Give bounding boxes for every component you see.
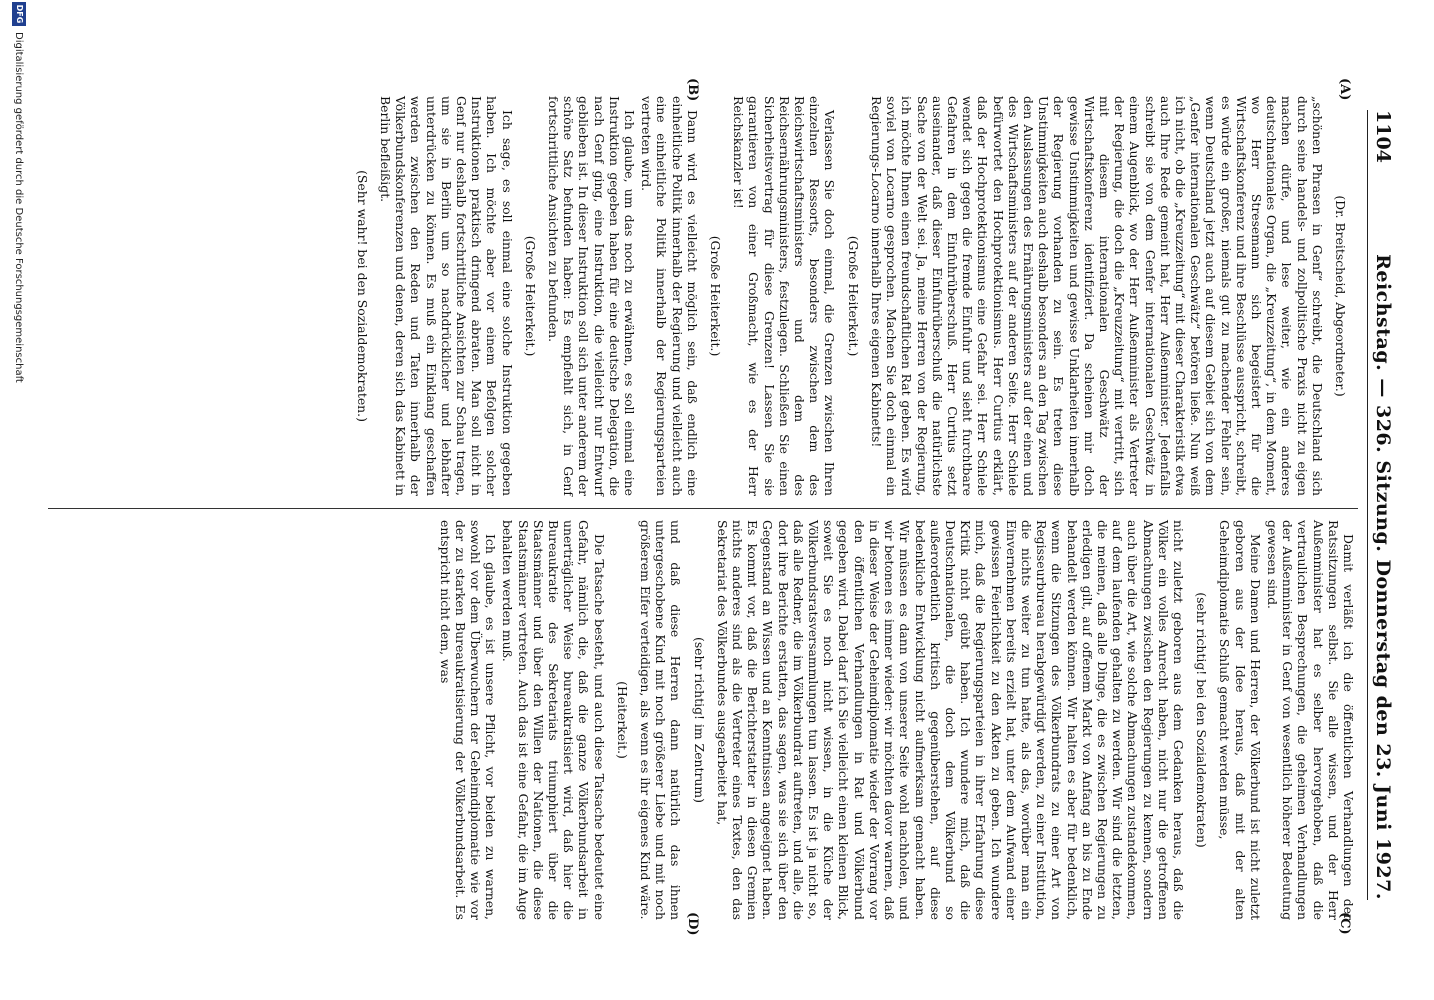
paragraph: Ich sage, es soll einmal eine solche Instruktion gegeben haben. Ich möchte aber vor einem Befolgen solcher Instruktionen praktisch dringend abraten. Man soll nicht in Genf nur deshalb fortschrittliche Ansichten zur Schau tragen, um sie in Berlin um so nachdrücklicher und lebhafter unterdrücken zu können. Es muß ein Einklang geschaffen werden zwischen den Reden und Taten innerhalb der Völkerbundskonferenzen und denen, deren sich das Kabinett in Berlin befleißigt.: [378, 96, 515, 496]
paragraph: nicht zuletzt geboren aus dem Gedanken heraus, daß die Völker ein volles Anrecht haben, nicht nur die getroffenen Abmachungen zwischen den Regierungen zu kennen, sondern auch über die Art, wie solche Abmachungen zustandekommen, auf dem laufenden gehalten zu werden. Wir sind die letzten, die meinen, daß alle Dinge, die es zwischen Regierungen zu erledigen gilt, auf offenem Markt von Anfang an bis zu Ende behandelt werden können. Wir halten es aber für bedenklich, wenn die Sitzungen des Völkerbundrats zu einer Art von Regisseurbureau herabgewürdigt werden, zu einer Institution, die nichts weiter zu tun hatte, als das, worüber man ein Einvernehmen bereits erzielt hat, unter dem Aufwand einer gewissen Feierlichkeit zu den Akten zu geben. Ich wundere mich, daß die Regierungsparteien in ihrer Erfahrung diese Kritik nicht geübt haben. Ich wundere mich, daß die Deutschnationalen, die doch dem Völkerbund so außerordentlich kritisch gegenüberstehen, auf diese bedenkliche Entwicklung nicht aufmerksam gemacht haben. Wir müssen es dann von unserer Seite wohl nachholen, und wir betonen es immer wieder: wir möchten davor warnen, daß in dieser Weise der Geheimdiplomatie wieder der Vorrang vor den öffentlichen Verhandlungen in Rat und Völkerbund gegeben wird. Dabei darf ich Sie vielleicht einen kleinen Blick, soweit Sie es noch nicht wissen, in die Küche der Völkerbundsratsversammlungen tun lassen. Es ist ja nicht so, daß alle Redner, die im Völkerbundrat auftreten, und alle, die dort ihre Berichte erstatten, das sagen, was sie sich über den Gegenstand an Wissen und an Kenntnissen angeeignet haben. Es kommt vor, daß die Berichterstatter in diesen Gremien nichts anderes sind als die Vertreter eines Textes, den das Sekretariat des Völkerbundes ausgearbeitet hat,: [714, 520, 1186, 920]
margin-marker-c: (C): [1337, 912, 1352, 935]
interjection: (Heiterkeit.): [614, 681, 630, 759]
interjection: (sehr richtig! bei den Sozialdemokraten): [1194, 592, 1210, 848]
paragraph: und daß diese Herren dann natürlich das ihnen untergeschobene Kind mit noch größerer Liebe und mit noch größerem Eifer verteidigen, als wenn es ihr eigenes Kind wäre.: [638, 520, 684, 920]
paragraph: Meine Damen und Herren, der Völkerbund ist nicht zuletzt geboren aus der Idee heraus, daß mit der alten Geheimdiplomatie Schluß gemacht werden müsse,: [1217, 520, 1263, 920]
paragraph: Die Tatsache besteht, und auch diese Tatsache bedeutet eine Gefahr, nämlich die, daß die ganze Völkerbundsarbeit in unerträglicher Weise bureaukratisiert wird, daß hier die Bureaukratie des Sekretariats triumphiert über die Staatsmänner und über den Willen der Nationen, die diese Staatsmänner vertreten. Auch das ist eine Gefahr, die im Auge behalten werden muß.: [500, 520, 607, 920]
interjection: (Große Heiterkeit.): [845, 235, 861, 357]
paragraph: Verlassen Sie doch einmal, die Grenzen zwischen Ihren einzelnen Ressorts, besonders zwischen dem des Reichswirtschaftsministers und dem des Reichsernährungsministers, festzulegen. Schließen Sie einen Sicherheitsvertrag für diese Grenzen! Lassen Sie sie garantieren von einer Großmacht, wie es der Herr Reichskanzler ist!: [731, 96, 838, 496]
page-number: 1104: [1372, 110, 1394, 163]
dfg-logo: DFG: [12, 2, 26, 26]
interjection: (Große Heiterkeit.): [522, 235, 538, 357]
paragraph: Ich glaube, um das noch zu erwähnen, es soll einmal eine Instruktion gegeben haben für eine deutsche Delegation, die nach Genf ging, eine Instruktion, die vielleicht nur Entwurf geblieben ist. In dieser Instruktion soll sich unter anderem der schöne Satz befunden haben: Es empfiehlt sich, in Genf fortschrittliche Ansichten zu befunden.: [546, 96, 638, 496]
interjection: (Sehr wahr! bei den Sozialdemokraten.): [354, 170, 370, 422]
paragraph: Damit verläßt ich die öffentlichen Verhandlungen der Ratssitzungen selbst. Sie alle wissen, und der Herr Außenminister hat es selber hervorgehoben, daß die vertraulichen Besprechungen, die geheimen Verhandlungen der Außenminister in Genf von wesentlich höherer Bedeutung gewesen sind.: [1264, 520, 1356, 920]
paragraph: „schönen Phrasen in Genf“ schreibt, die Deutschland sich durch seine handels- und zollpolitische Praxis nicht zu eigen machen dürfe, und lese weiter, wie ein anderes deutschnationales Organ, die „Kreuzzeitung“, in dem Moment, wo Herr Stresemann sich begeistert für die Wirtschaftskonferenz und ihre Beschlüsse ausspricht, schreibt, es würde ein großer, niemals gut zu machender Fehler sein, wenn Deutschland jetzt auch auf diesem Gebiet sich von dem „Genfer internationalen Geschwätz“ betören ließe. Nun weiß ich nicht, ob die „Kreuzzeitung“ mit dieser Charakteristik etwa auch Ihre Rede gemeint hat, Herr Außenminister. Jedenfalls schreibt sie von dem Genfer internationalen Geschwätz in einem Augenblick, wo der Herr Außenminister als Vertreter der Regierung, die doch die „Kreuzzeitung“ mit vertritt, sich mit diesem internationalen Geschwätz der Wirtschaftskonferenz identifiziert. Da scheinen mir doch gewisse Unstimmigkeiten und gewisse Unklarheiten innerhalb der Regierung vorhanden zu sein. Es treten diese Unstimmigkeiten auch deshalb besonders an den Tag zwischen den Auslassungen des Ernährungsministers auf der einen und des Wirtschaftsministers auf der anderen Seite. Herr Schiele befürwortet den Hochprotektionismus. Herr Curtius erklärt, daß der Hochprotektionismus eine Gefahr sei. Herr Schiele wendet sich gegen die fremde Einfuhr und sieht furchtbare Gefahren in dem Einfuhrüberschuß. Herr Curtius setzt auseinander, daß dieser Einfuhrüberschuß die natürlichste Sache von der Welt sei. Ja, meine Herren von der Regierung, ich möchte Ihnen einen freundschaftlichen Rat geben. Es wird soviel von Locarno gesprochen. Machen Sie doch einmal ein Regierungs-Locarno innerhalb Ihres eigenen Kabinetts!: [868, 96, 1325, 496]
left-column: [347, 96, 1356, 496]
digitization-credit: [4, 0, 34, 1000]
right-column: [435, 520, 1356, 920]
interjection: (Große Heiterkeit.): [708, 235, 724, 357]
margin-marker-a: (A): [1337, 78, 1352, 101]
column-divider: [48, 508, 1358, 509]
credit-text: Digitalisierung gefördert durch die Deutsche Forschungsgemeinschaft: [13, 32, 25, 383]
paragraph: Dann wird es vielleicht möglich sein, daß endlich eine einheitliche Politik innerhalb der Regierung und vielleicht auch eine einheitliche Politik innerhalb der Regierungsparteien vertreten wird.: [639, 96, 700, 496]
margin-marker-d: (D): [685, 912, 700, 936]
speaker-label: (Dr. Breitscheid, Abgeordneter.): [1333, 195, 1348, 397]
margin-marker-b: (B): [685, 78, 700, 102]
page-header: [1367, 110, 1398, 900]
page-title: Reichstag. — 326. Sitzung. Donnerstag den 23. Juni 1927.: [1372, 254, 1394, 900]
paragraph: Ich glaube, es ist unsere Pflicht, vor beiden zu warnen, sowohl vor dem Überwuchern der Geheimdiplomatie wie vor der zu starken Bureaukratisierung der Völkerbundsarbeit. Es entspricht nicht dem, was: [437, 520, 499, 920]
interjection: (sehr richtig! im Zentrum): [691, 636, 707, 803]
